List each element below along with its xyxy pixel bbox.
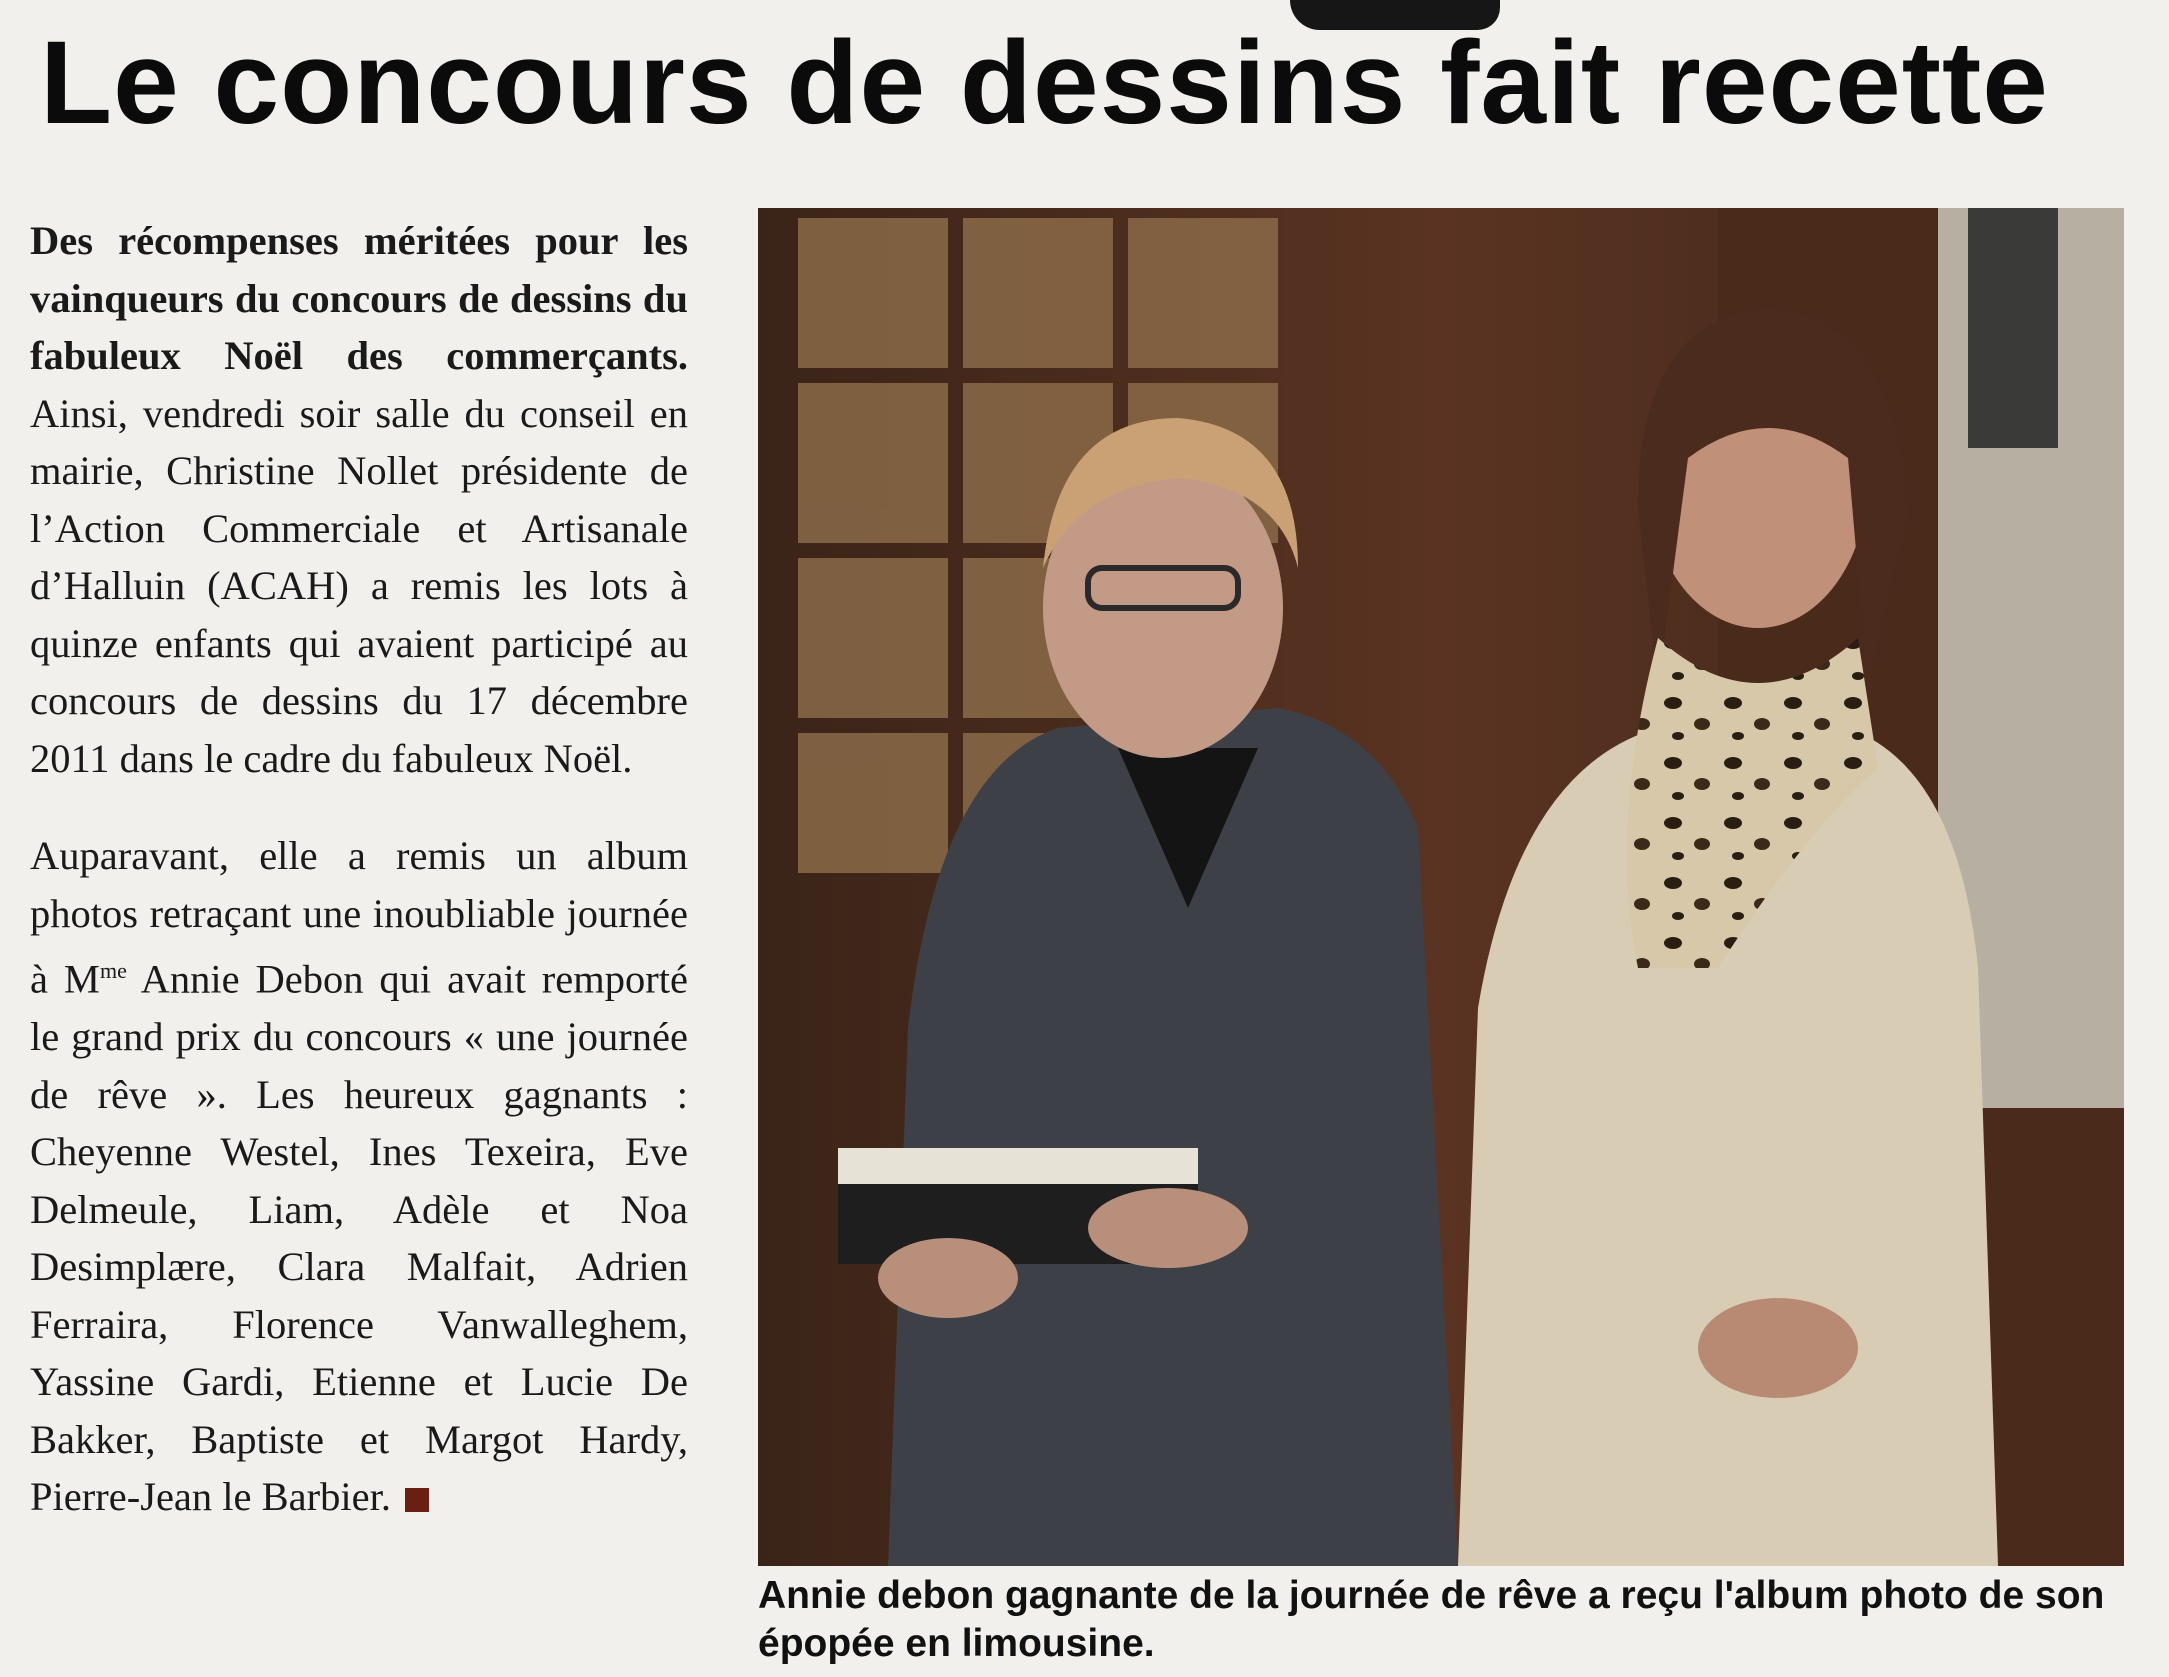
honorific-superscript: me — [99, 958, 127, 983]
paragraph-1 — [30, 212, 688, 787]
article-photo — [758, 208, 2124, 1566]
photo-illustration — [758, 208, 2124, 1566]
article-body — [30, 212, 688, 1526]
paragraph-2 — [30, 827, 688, 1526]
photo-caption: Annie debon gagnante de la journée de rêve a reçu l'album photo de son épopée en limousine. — [758, 1574, 2105, 1665]
article-end-mark — [405, 1488, 429, 1512]
paragraph-1-text: Ainsi, vendredi soir salle du conseil en mairie, Christine Nollet présidente de l’Action Commerciale et Artisanale d’Halluin (ACAH) a remis les lots à quinze enfants qui avaient participé au concours de dessins du 17 décembre 2011 dans le cadre du fabuleux Noël. — [30, 390, 688, 781]
paragraph-2-text-b: Annie Debon qui avait remporté le grand prix du concours « une journée de rêve ». Les heureux gagnants : Cheyenne Westel, Ines Texeira, Eve Delmeule, Liam, Adèle et Noa Desimplære, Clara Malfait, Adrien Ferraira, Florence Vanwalleghem, Yassine Gardi, Etienne et Lucie De Bakker, Baptiste et Margot Hardy, Pierre-Jean le Barbier. — [30, 956, 688, 1519]
headline: Le concours de dessins fait recette — [40, 17, 2049, 149]
article-lead: Des récompenses méritées pour les vainqueurs du concours de dessins du fabuleux Noël des commerçants. — [30, 218, 688, 378]
paragraph-2-text-a: Auparavant, elle a remis un album photos retraçant une inoubliable journée à M — [30, 833, 688, 1002]
